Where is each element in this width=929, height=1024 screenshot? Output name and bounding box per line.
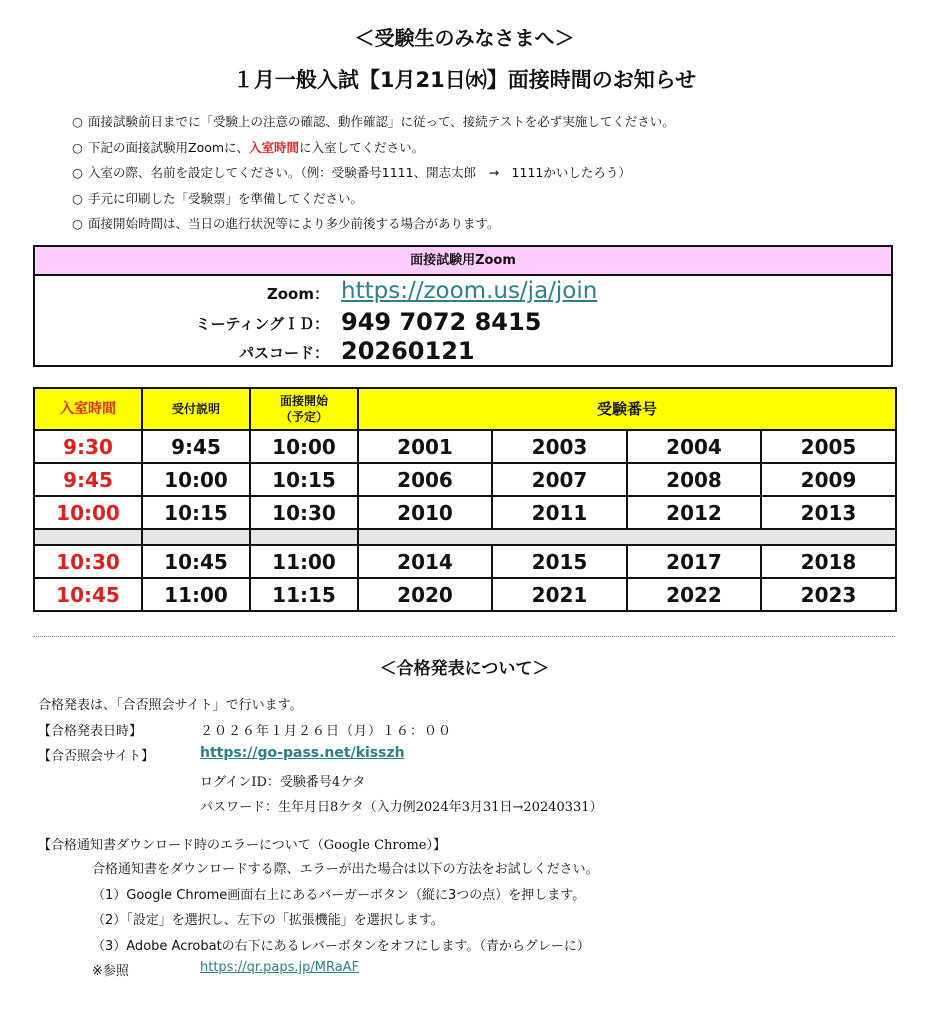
results-site-link[interactable]: https://go-pass.net/kisszh	[200, 745, 405, 761]
download-step-2: （2）「設定」を選択し、左下の「拡張機能」を選択します。	[92, 913, 444, 928]
notice-item	[72, 164, 892, 190]
exam-number-cell: 2023	[761, 578, 896, 611]
exam-number-cell: 2020	[358, 578, 492, 611]
schedule-table	[33, 387, 897, 612]
exam-number-cell: 2017	[627, 545, 761, 578]
exam-number-cell: 2003	[492, 430, 627, 463]
notice-text: 面接試験前日までに「受験上の注意の確認、動作確認」に従って、接続テストを必ず実施してください。	[88, 114, 675, 129]
notice-list	[72, 113, 892, 241]
break-cell	[250, 529, 358, 545]
bullet-icon: ○	[72, 139, 83, 155]
notice-item	[72, 113, 892, 139]
col-header-reception: 受付説明	[142, 388, 250, 430]
reception-time-cell: 10:00	[142, 463, 250, 496]
table-header-row	[34, 388, 896, 430]
notice-text: 入室の際、名前を設定してください。（例：受験番号1111、開志太郎 → 1111かいしたろう）	[88, 165, 631, 180]
table-row	[34, 430, 896, 463]
section-divider	[33, 636, 895, 637]
passcode-label: パスコード：	[238, 344, 329, 362]
entry-time-cell: 10:30	[34, 545, 142, 578]
col-header-start-line2: （予定）	[279, 410, 328, 424]
results-date-label: 【合格発表日時】	[38, 724, 143, 739]
exam-number-cell: 2010	[358, 496, 492, 529]
notice-text-after: に入室してください。	[299, 139, 425, 155]
notice-item	[72, 139, 892, 165]
table-row	[34, 463, 896, 496]
start-time-cell: 11:00	[250, 545, 358, 578]
notice-text: 面接開始時間は、当日の進行状況等により多少前後する場合があります。	[88, 216, 500, 231]
download-step-3: （3）Adobe Acrobatの右下にあるレバーボタンをオフにします。（青からグレーに）	[92, 939, 590, 954]
exam-number-cell: 2022	[627, 578, 761, 611]
bullet-icon: ○	[72, 114, 83, 129]
notice-highlight: 入室時間	[249, 139, 300, 155]
break-cell	[142, 529, 250, 545]
exam-number-cell: 2013	[761, 496, 896, 529]
notice-text: 手元に印刷した「受験票」を準備してください。	[88, 190, 364, 206]
break-row	[34, 529, 896, 545]
notice-item	[72, 190, 892, 216]
exam-number-cell: 2006	[358, 463, 492, 496]
break-cell	[34, 529, 142, 545]
zoom-url-link[interactable]: https://zoom.us/ja/join	[341, 278, 598, 304]
zoom-info-box	[33, 245, 893, 367]
start-time-cell: 11:15	[250, 578, 358, 611]
start-time-cell: 10:30	[250, 496, 358, 529]
meeting-id-row	[35, 308, 895, 338]
bullet-icon: ○	[72, 165, 83, 180]
reception-time-cell: 9:45	[142, 430, 250, 463]
zoom-box-header: 面接試験用Zoom	[35, 247, 891, 276]
exam-number-cell: 2012	[627, 496, 761, 529]
results-date-value: ２０２６年１月２６日（月）１６：００	[200, 724, 453, 739]
reference-label: ※参照	[92, 964, 129, 979]
passcode-value: 20260121	[341, 337, 475, 365]
entry-time-cell: 10:45	[34, 578, 142, 611]
exam-number-cell: 2005	[761, 430, 896, 463]
greeting-heading: ＜受験生のみなさまへ＞	[354, 26, 575, 50]
page-title: １月一般入試【1月21日㈬】面接時間のお知らせ	[232, 68, 697, 92]
reception-time-cell: 11:00	[142, 578, 250, 611]
exam-number-cell: 2009	[761, 463, 896, 496]
col-header-start	[250, 388, 358, 430]
bullet-icon: ○	[72, 216, 83, 231]
notice-text: 下記の面接試験用Zoomに、	[88, 139, 250, 155]
results-heading: ＜合格発表について＞	[379, 659, 550, 679]
download-error-heading: 【合格通知書ダウンロード時のエラーについて（Google Chrome）】	[38, 838, 446, 853]
col-header-start-line1: 面接開始	[279, 394, 328, 408]
table-row	[34, 496, 896, 529]
reception-time-cell: 10:45	[142, 545, 250, 578]
start-time-cell: 10:00	[250, 430, 358, 463]
meeting-id-label: ミーティングＩＤ：	[195, 315, 329, 333]
bullet-icon: ○	[72, 190, 83, 206]
exam-number-cell: 2018	[761, 545, 896, 578]
exam-number-cell: 2011	[492, 496, 627, 529]
password-info: パスワード：生年月日8ケタ（入力例2024年3月31日→20240331）	[200, 800, 603, 815]
break-cell	[358, 529, 896, 545]
entry-time-cell: 10:00	[34, 496, 142, 529]
exam-number-cell: 2004	[627, 430, 761, 463]
passcode-row	[35, 337, 895, 367]
exam-number-cell: 2015	[492, 545, 627, 578]
zoom-url-row	[35, 278, 895, 308]
login-id-info: ログインID：受験番号4ケタ	[200, 775, 366, 790]
results-intro: 合格発表は、「合否照会サイト」で行います。	[38, 698, 303, 713]
start-time-cell: 10:15	[250, 463, 358, 496]
exam-number-cell: 2014	[358, 545, 492, 578]
download-step-1: （1）Google Chrome画面右上にあるバーガーボタン（縦に3つの点）を押します。	[92, 888, 586, 903]
exam-number-cell: 2008	[627, 463, 761, 496]
exam-number-cell: 2001	[358, 430, 492, 463]
reference-link[interactable]: https://qr.paps.jp/MRaAF	[200, 960, 360, 975]
entry-time-cell: 9:30	[34, 430, 142, 463]
zoom-url-label: Zoom：	[266, 285, 329, 303]
results-site-label: 【合否照会サイト】	[38, 749, 155, 764]
notice-item	[72, 215, 892, 241]
table-row	[34, 578, 896, 611]
exam-number-cell: 2007	[492, 463, 627, 496]
exam-number-cell: 2021	[492, 578, 627, 611]
table-row	[34, 545, 896, 578]
download-error-intro: 合格通知書をダウンロードする際、エラーが出た場合は以下の方法をお試しください。	[92, 862, 599, 877]
reception-time-cell: 10:15	[142, 496, 250, 529]
col-header-exam-numbers: 受験番号	[358, 388, 896, 430]
entry-time-cell: 9:45	[34, 463, 142, 496]
col-header-entry-time: 入室時間	[34, 388, 142, 430]
meeting-id-value: 949 7072 8415	[341, 308, 542, 336]
